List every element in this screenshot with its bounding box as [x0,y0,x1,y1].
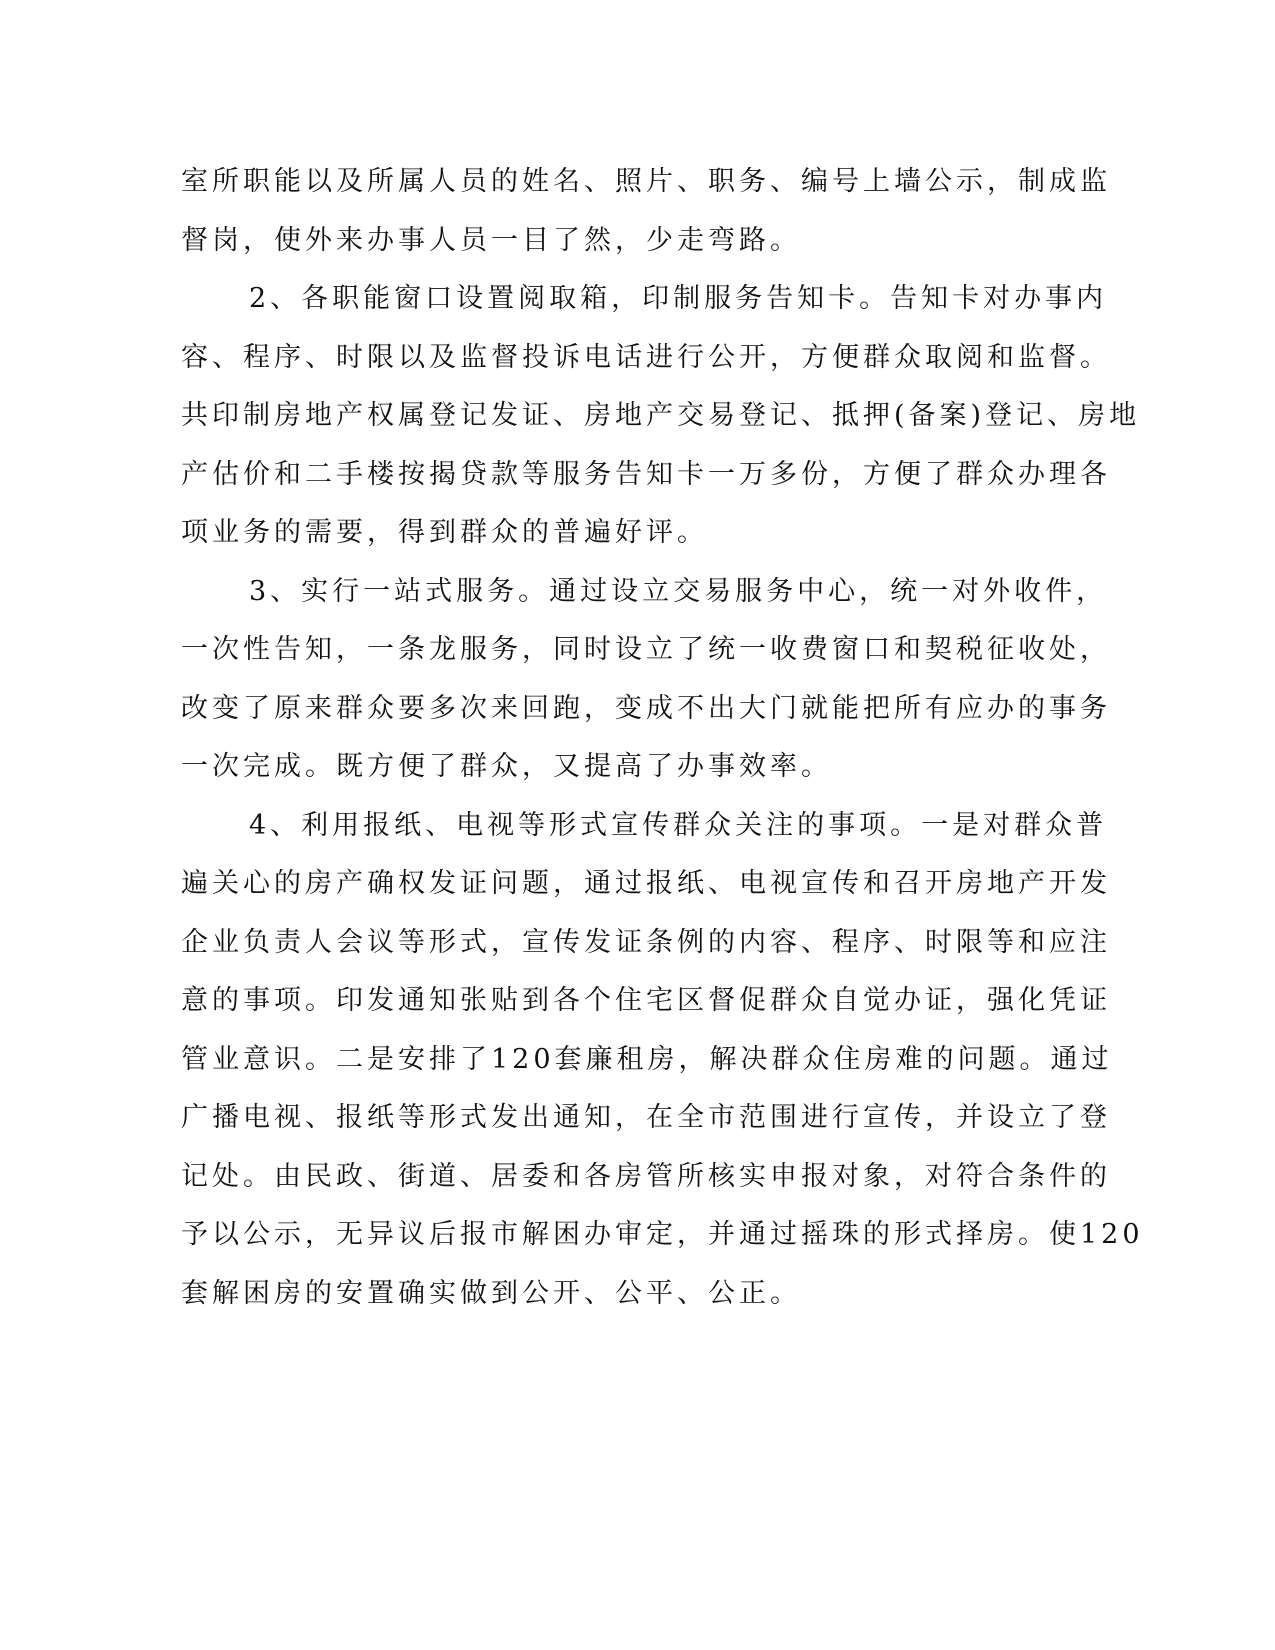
text-line: 室所职能以及所属人员的姓名、照片、职务、编号上墙公示，制成监 [181,166,1111,197]
text-line: 套解困房的安置确实做到公开、公平、公正。 [181,1277,801,1309]
text-line: 广播电视、报纸等形式发出通知，在全市范围进行宣传，并设立了登 [181,1102,1111,1133]
text-line: 督岗，使外来办事人员一目了然，少走弯路。 [181,224,801,256]
text-line: 遍关心的房产确权发证问题，通过报纸、电视宣传和召开房地产开发 [181,868,1111,899]
text-line: 意的事项。印发通知张贴到各个住宅区督促群众自觉办证，强化凭证 [181,985,1111,1016]
text-line: 予以公示，无异议后报市解困办审定，并通过摇珠的形式择房。使120 [181,1219,1144,1250]
text-line: 企业负责人会议等形式，宣传发证条例的内容、程序、时限等和应注 [181,926,1111,958]
paragraph-start-line: 2、各职能窗口设置阅取箱，印制服务告知卡。告知卡对办事内 [249,283,1108,314]
paragraph-start-line: 4、利用报纸、电视等形式宣传群众关注的事项。一是对群众普 [249,809,1108,841]
text-line: 一次完成。既方便了群众，又提高了办事效率。 [181,751,832,782]
text-line: 容、程序、时限以及监督投诉电话进行公开，方便群众取阅和监督。 [181,341,1111,373]
text-line: 改变了原来群众要多次来回跑，变成不出大门就能把所有应办的事务 [181,692,1111,724]
paragraph-start-line: 3、实行一站式服务。通过设立交易服务中心，统一对外收件， [249,575,1108,607]
document-body [181,153,1144,1323]
text-line: 项业务的需要，得到群众的普遍好评。 [181,517,708,548]
text-line: 共印制房地产权属登记发证、房地产交易登记、抵押(备案)登记、房地 [181,400,1141,431]
text-line: 一次性告知，一条龙服务，同时设立了统一收费窗口和契税征收处， [181,634,1111,665]
text-line: 记处。由民政、街道、居委和各房管所核实申报对象，对符合条件的 [181,1160,1111,1192]
text-line: 管业意识。二是安排了120套廉租房，解决群众住房难的问题。通过 [181,1043,1113,1075]
text-line: 产估价和二手楼按揭贷款等服务告知卡一万多份，方便了群众办理各 [181,458,1111,490]
